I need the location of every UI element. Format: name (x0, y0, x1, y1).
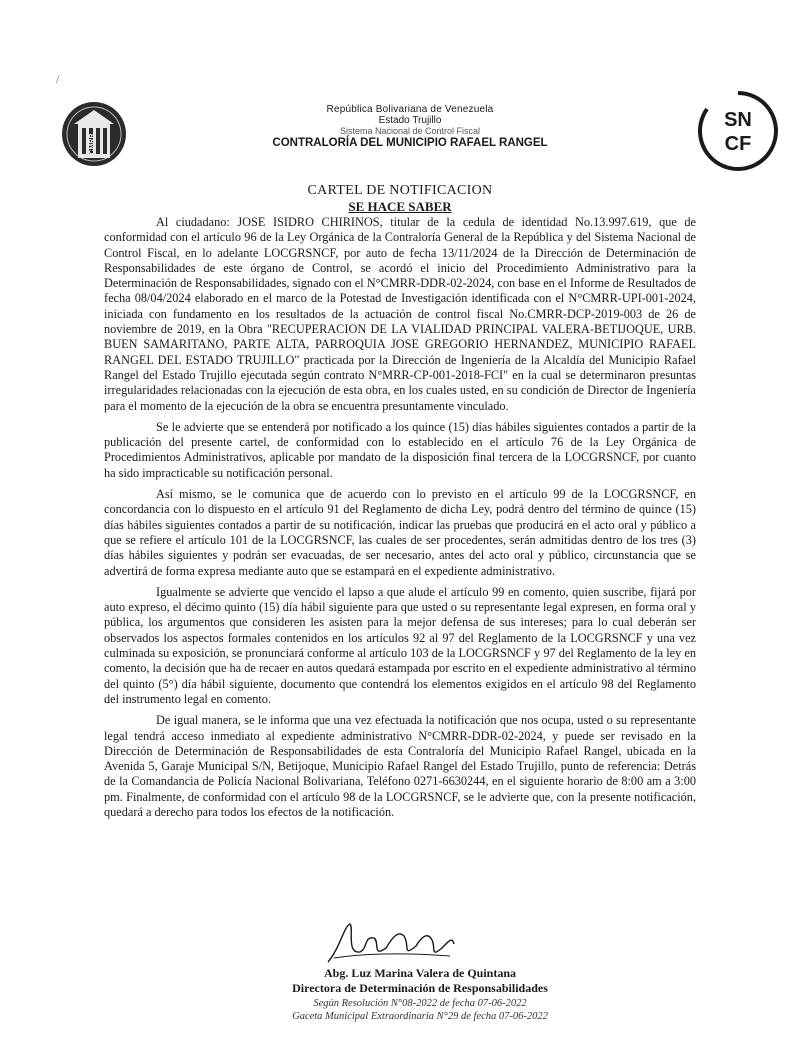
cmrr-logo-icon (60, 100, 128, 168)
document-title (0, 183, 800, 215)
signer-name: Abg. Luz Marina Valera de Quintana (323, 966, 517, 980)
title-sub: SE HACE SABER (348, 199, 452, 214)
signer-resolution: Según Resolución N°08-2022 de fecha 07-06-2022 (313, 998, 527, 1009)
letterhead-institution: CONTRALORÍA DEL MUNICIPIO RAFAEL RANGEL (272, 137, 548, 149)
signer-gazette: Gaceta Municipal Extraordinaria N°29 de fecha 07-06-2022 (292, 1011, 548, 1022)
sncf-logo-line2: CF (724, 133, 752, 155)
handwritten-signature (320, 918, 460, 970)
paragraph: Al ciudadano: JOSE ISIDRO CHIRINOS, titular de la cedula de identidad No.13.997.619, que de conformidad con el artículo 96 de la Ley Orgánica de la Contraloría General de la República y del Sistema Nacional de Control Fiscal, en lo adelante LOCGRSNCF, por auto de fecha 13/11/2024 de la Dirección de Determinación de Responsabilidades de este órgano de Control, se acordó el inicio del Procedimiento Administrativo para la Determinación de Responsabilidades, signado con el N°CMRR-DDR-02-2024, con base en el Informe de Resultados de fecha 08/04/2024 elaborado en el marco de la Potestad de Investigación identificada con el N°CMRR-UPI-001-2024, iniciada con fundamento en los resultados de la actuación de control fiscal No.CMRR-DCP-2019-003 de 26 de noviembre de 2019, en la Obra "RECUPERACION DE LA VIALIDAD PRINCIPAL VALERA-BETIJOQUE, URB. BUEN SAMARITANO, PARTE ALTA, PARROQUIA JOSE GREGORIO HERNANDEZ, MUNICIPIO RAFAEL RANGEL DEL ESTADO TRUJILLO" practicada por la Dirección de Ingeniería de la Alcaldía del Municipio Rafael Rangel del Estado Trujillo ejecutada según contrato N°MRR-CP-001-2018-FCI" en la cual se determinaron presuntas irregularidades relacionadas con la ejecución de esta obra, en los cuales usted, en su condición de Director de Ingeniería para el momento de la ejecución de la obra se encuentra presuntamente vinculado. (104, 215, 696, 413)
letterhead (160, 104, 660, 149)
paragraph: De igual manera, se le informa que una vez efectuada la notificación que nos ocupa, usted o su representante legal tendrá acceso inmediato al expediente administrativo N°CMRR-DDR-02-2024, y puede ser revisado en la Dirección de Determinación de Responsabilidades de esta Contraloría del Municipio Rafael Rangel, ubicada en la Avenida 5, Garaje Municipal S/N, Betijoque, Municipio Rafael Rangel del Estado Trujillo, punto de referencia: Detrás de la Comandancia de Policía Nacional Bolivariana, Teléfono 0271-6630244, en el siguiente horario de 8:00 am a 3:00 pm. Finalmente, de conformidad con el artículo 98 de la LOCGRSNCF, se le advierte que, con la presente notificación, quedará a derecho para todos los efectos de la notificación. (104, 713, 696, 819)
letterhead-country: República Bolivariana de Venezuela (326, 104, 494, 115)
letterhead-state: Estado Trujillo (378, 115, 442, 126)
document-body (104, 215, 696, 826)
paragraph: Se le advierte que se entenderá por notificado a los quince (15) días hábiles siguientes contados a partir de la publicación del presente cartel, de conformidad con lo establecido en el artículo 76 de la Ley Orgánica de Procedimientos Administrativos, aplicable por mandato de la disposición final tercera de la LOCGRSNCF, por cuanto ha sido impracticable su notificación personal. (104, 419, 696, 480)
signature-block (200, 966, 640, 1022)
scan-mark: / (56, 72, 60, 86)
cmrr-logo-text: CMRR (89, 133, 96, 155)
sncf-logo-icon (697, 90, 779, 172)
paragraph: Igualmente se advierte que vencido el lapso a que alude el artículo 99 en comento, quien suscribe, fijará por auto expreso, el décimo quinto (15) día hábil siguiente para que usted o su representante legal expresen, en forma oral y pública, los argumentos que consideren les asisten para la mejor defensa de sus intereses; para lo cual deberán ser observados los aspectos formales contenidos en los artículos 92 al 97 del Reglamento de la LOCGRSNCF y una vez culminada su exposición, se pronunciará conforme al artículo 103 de la LOCGRSNCF y 97 del Reglamento de la ley en comento, la decisión que ha de recaer en autos quedará estampada por escrito en el expediente administrativo al término del quinto (5°) día hábil siguiente, documento que contendrá los elementos exigidos en el artículo 98 del Reglamento del instrumento legal en comento. (104, 584, 696, 706)
signer-role: Directora de Determinación de Responsabilidades (292, 981, 548, 995)
paragraph: Así mismo, se le comunica que de acuerdo con lo previsto en el artículo 99 de la LOCGRSNCF, en concordancia con lo dispuesto en el artículo 91 del Reglamento de dicha Ley, podrá dentro del término de quince (15) días hábiles siguientes contados a partir de su notificación, indicar las pruebas que producirá en el acto oral y público a que se refiere el artículo 101 de la LOCGRSNCF, las cuales de ser procedentes, serán admitidas dentro de los tres (3) días hábiles siguientes y podrán ser evacuadas, de ser necesario, antes del acto oral y público, circunstancia que se advertirá de forma expresa mediante auto que se estampará en el expediente administrativo. (104, 487, 696, 578)
sncf-logo-line1: SN (724, 109, 752, 131)
letterhead-system: Sistema Nacional de Control Fiscal (339, 126, 481, 136)
title-main: CARTEL DE NOTIFICACION (307, 183, 493, 198)
